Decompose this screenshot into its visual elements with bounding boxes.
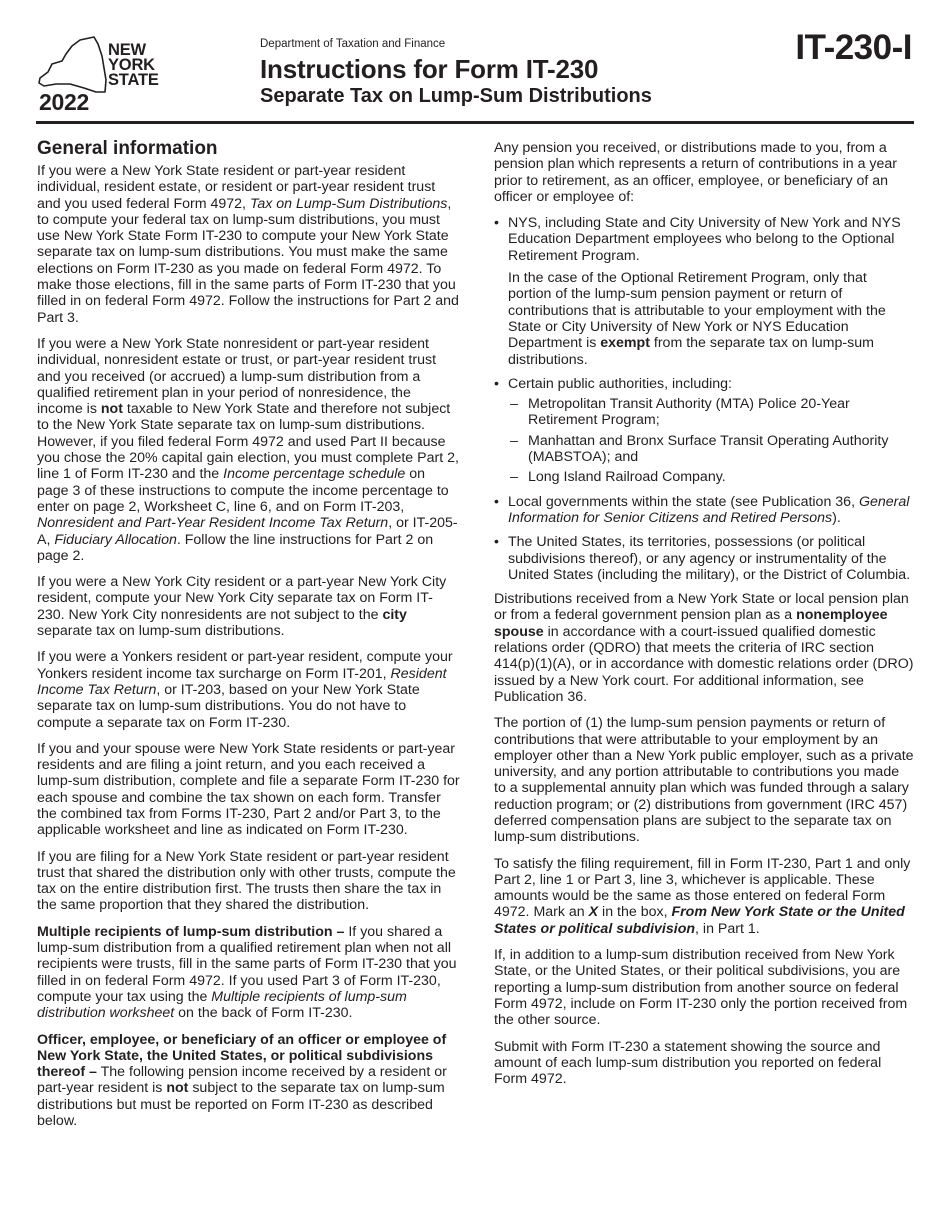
text: from the separate tax on lump-sum distributions. bbox=[508, 335, 874, 368]
text: subject to the separate tax on lump-sum distributions but must be reported on Form IT-230 as described below. bbox=[37, 1080, 445, 1130]
header-divider bbox=[36, 121, 914, 124]
text: If you were a Yonkers resident or part-year resident, compute your Yonkers resident income tax surcharge on Form IT-201, bbox=[37, 649, 453, 682]
paragraph-resident bbox=[37, 163, 460, 326]
tax-year: 2022 bbox=[39, 89, 89, 115]
emphasis: X bbox=[588, 904, 599, 921]
schedule-title-italic: Income percentage schedule bbox=[223, 466, 406, 483]
logo-word-new: NEW bbox=[108, 41, 146, 59]
text: If you were a New York State resident or part-year resident individual, resident estate, or resident or part-year resident trust and you used federal Form 4972, bbox=[37, 163, 436, 212]
list-item bbox=[494, 376, 914, 486]
text: on the back of Form IT-230. bbox=[174, 1005, 353, 1022]
text: , in Part 1. bbox=[695, 920, 760, 937]
text: If you were a New York City resident or a part-year New York City resident, compute your New York City separate tax on Form IT-230. New York City nonresidents are not subject to the bbox=[37, 574, 447, 623]
text: on page 3 of these instructions to compute the income percentage to enter on page 2, Worksheet C, line 6, and on Form IT-203, bbox=[37, 466, 449, 515]
paragraph-filing-requirement bbox=[494, 856, 914, 937]
text: To satisfy the filing requirement, fill in Form IT-230, Part 1 and only Part 2, line 1 or Part 3, line 3, whichever is applicable. These amounts would be the same as those entered on federal Form 4972. Mark an bbox=[494, 855, 911, 921]
list-item-text: • NYS, including State and City University of New York and NYS Education Department employees who belong to the Optional Retirement Program. bbox=[508, 215, 901, 264]
paragraph-officer bbox=[37, 1032, 460, 1130]
publication-title-italic: General Information for Senior Citizens and Retired Persons bbox=[508, 493, 910, 526]
paragraph-other-source: If, in addition to a lump-sum distribution received from New York State, or the United States, or their political subdivisions, you are reporting a lump-sum distribution from another source on federal Form 4972, include on Form IT-230 only the portion received from the other source. bbox=[494, 947, 908, 1029]
checkbox-label-reference: From New York State or the United States or political subdivision bbox=[494, 904, 905, 937]
text: , or IT-203, based on your New York State separate tax on lump-sum distributions. You do not have to compute a separate tax on Form IT-230. bbox=[37, 681, 420, 731]
dash-item: – Metropolitan Transit Authority (MTA) Police 20-Year Retirement Program; bbox=[508, 396, 914, 429]
authority-list bbox=[508, 396, 914, 485]
paragraph-submit-statement: Submit with Form IT-230 a statement showing the source and amount of each lump-sum distribution you reported on federal Form 4972. bbox=[494, 1038, 882, 1088]
left-column bbox=[37, 138, 460, 1139]
paragraph-nyc bbox=[37, 574, 460, 639]
paragraph-nonemployee-spouse bbox=[494, 591, 914, 705]
right-column bbox=[494, 140, 914, 1097]
form-title-italic: Nonresident and Part-Year Resident Income Tax Return bbox=[37, 515, 389, 532]
run-in-heading: Officer, employee, or beneficiary of an officer or employee of New York State, the United States, or political subdivisions thereof – bbox=[37, 1031, 447, 1081]
page-title: Instructions for Form IT-230 bbox=[260, 54, 599, 84]
emphasis: exempt bbox=[600, 335, 650, 352]
paragraph-joint-return: If you and your spouse were New York State residents or part-year residents and are filing a joint return, and you each received a lump-sum distribution, complete and file a separate Form IT-230 for each spouse and combine the tax shown on each form. Transfer the combined tax from Forms IT-230, Part 2 and/or Part 3, to the applicable worksheet and line as indicated on Form IT-230. bbox=[37, 740, 460, 839]
logo-word-state: STATE bbox=[108, 71, 159, 89]
text: Local governments within the state (see Publication 36, bbox=[508, 493, 859, 510]
text: , or IT-205-A, bbox=[37, 515, 458, 548]
text: In the case of the Optional Retirement Program, only that portion of the lump-sum pension payment or return of contributions that is attributable to your employment with the State or City University of New York or NYS Education Department is bbox=[508, 270, 886, 352]
paragraph-pension-intro: Any pension you received, or distributions made to you, from a pension plan which represents a return of contributions in a year prior to retirement, as an officer, employee, or beneficiary of an officer or employee of: bbox=[494, 140, 897, 205]
text: in the box, bbox=[598, 904, 672, 921]
text: If you were a New York State nonresident or part-year resident individual, nonresident estate or trust, or part-year resident trust and you received (or accrued) a lump-sum distribution from a qualified retirement plan in your period of nonresidence, the income is bbox=[37, 335, 437, 418]
form-title-italic: Fiduciary Allocation bbox=[54, 531, 177, 548]
dash-item: – Long Island Railroad Company. bbox=[508, 469, 914, 485]
nys-logo bbox=[36, 34, 166, 114]
worksheet-title-italic: Multiple recipients of lump-sum distribution worksheet bbox=[37, 988, 407, 1022]
list-item-text: Certain public authorities, including: bbox=[508, 375, 732, 392]
text: separate tax on lump-sum distributions. bbox=[37, 623, 285, 640]
emphasis: city bbox=[382, 606, 407, 623]
form-number: IT-230-I bbox=[795, 28, 912, 67]
text: in accordance with a court-issued qualified domestic relations order (QDRO) that meets the criteria of IRC section 414(p)(1)(A), or in accordance with domestic relations order (DRO) issued by a New York court. For additional information, see Publication 36. bbox=[494, 623, 914, 705]
text: The following pension income received by a resident or part-year resident is bbox=[37, 1064, 447, 1097]
paragraph-yonkers bbox=[37, 649, 460, 730]
list-item-note bbox=[508, 270, 914, 368]
logo-word-york: YORK bbox=[108, 56, 155, 74]
emphasis: nonemployee spouse bbox=[494, 607, 888, 640]
department-name: Department of Taxation and Finance bbox=[260, 38, 446, 50]
text: Distributions received from a New York State or local pension plan or from a federal government pension plan as a bbox=[494, 591, 909, 624]
list-item: • The United States, its territories, possessions (or political subdivisions thereof), or any agency or instrumentality of the United States (including the military), or the District of Columbia. bbox=[494, 534, 914, 583]
text: . Follow the line instructions for Part 2 on page 2. bbox=[37, 531, 434, 564]
text: , to compute your federal tax on lump-sum distributions, you must use New York State Form IT-230 to compute your New York State separate tax on lump-sum distributions. You must make the same elections on Form IT-230 as you made on federal Form 4972. To make those elections, fill in the same parts of Form IT-230 that you filled in on federal Form 4972. Follow the instructions for Part 2 and Part 3. bbox=[37, 195, 459, 326]
employer-list bbox=[494, 215, 914, 583]
emphasis: not bbox=[166, 1080, 189, 1097]
emphasis: not bbox=[100, 401, 123, 418]
paragraph-nonresident bbox=[37, 336, 460, 564]
paragraph-multiple-recipients bbox=[37, 924, 460, 1022]
list-item bbox=[494, 494, 914, 527]
paragraph-other-employer: The portion of (1) the lump-sum pension payments or return of contributions that were attributable to your employment by an employer other than a New York public employer, such as a private university, and any portion attributable to contributions you made to a supplemental annuity plan which was funded through a salary reduction program; or (2) distributions from government (IRC 457) deferred compensation plans are subject to the separate tax on lump-sum distributions. bbox=[494, 715, 914, 846]
form-title-italic: Resident Income Tax Return bbox=[37, 665, 447, 698]
text: If you shared a lump-sum distribution from a qualified retirement plan when not all recipients were trusts, fill in the same parts of Form IT-230 that you filled in on federal Form 4972. If you used Part 3 of Form IT-230, compute your tax using the bbox=[37, 923, 457, 1005]
form-title-italic: Tax on Lump-Sum Distributions bbox=[249, 195, 448, 212]
text: ). bbox=[832, 509, 841, 526]
dash-item: – Manhattan and Bronx Surface Transit Operating Authority (MABSTOA); and bbox=[508, 433, 914, 466]
section-heading: General information bbox=[37, 138, 218, 159]
list-item bbox=[494, 215, 914, 368]
text: taxable to New York State and therefore not subject to the New York State separate tax on lump-sum distributions. However, if you filed federal Form 4972 and used Part II because you chose the 20% capital gain election, you must complete Part 2, line 1 of Form IT-230 and the bbox=[37, 401, 459, 483]
page-subtitle: Separate Tax on Lump-Sum Distributions bbox=[260, 85, 652, 107]
run-in-heading: Multiple recipients of lump-sum distribution – bbox=[37, 923, 345, 940]
paragraph-trust: If you are filing for a New York State resident or part-year resident trust that shared the distribution only with other trusts, compute the tax on the entire distribution first. The trusts then share the tax in the same proportion that they shared the distribution. bbox=[37, 848, 456, 914]
